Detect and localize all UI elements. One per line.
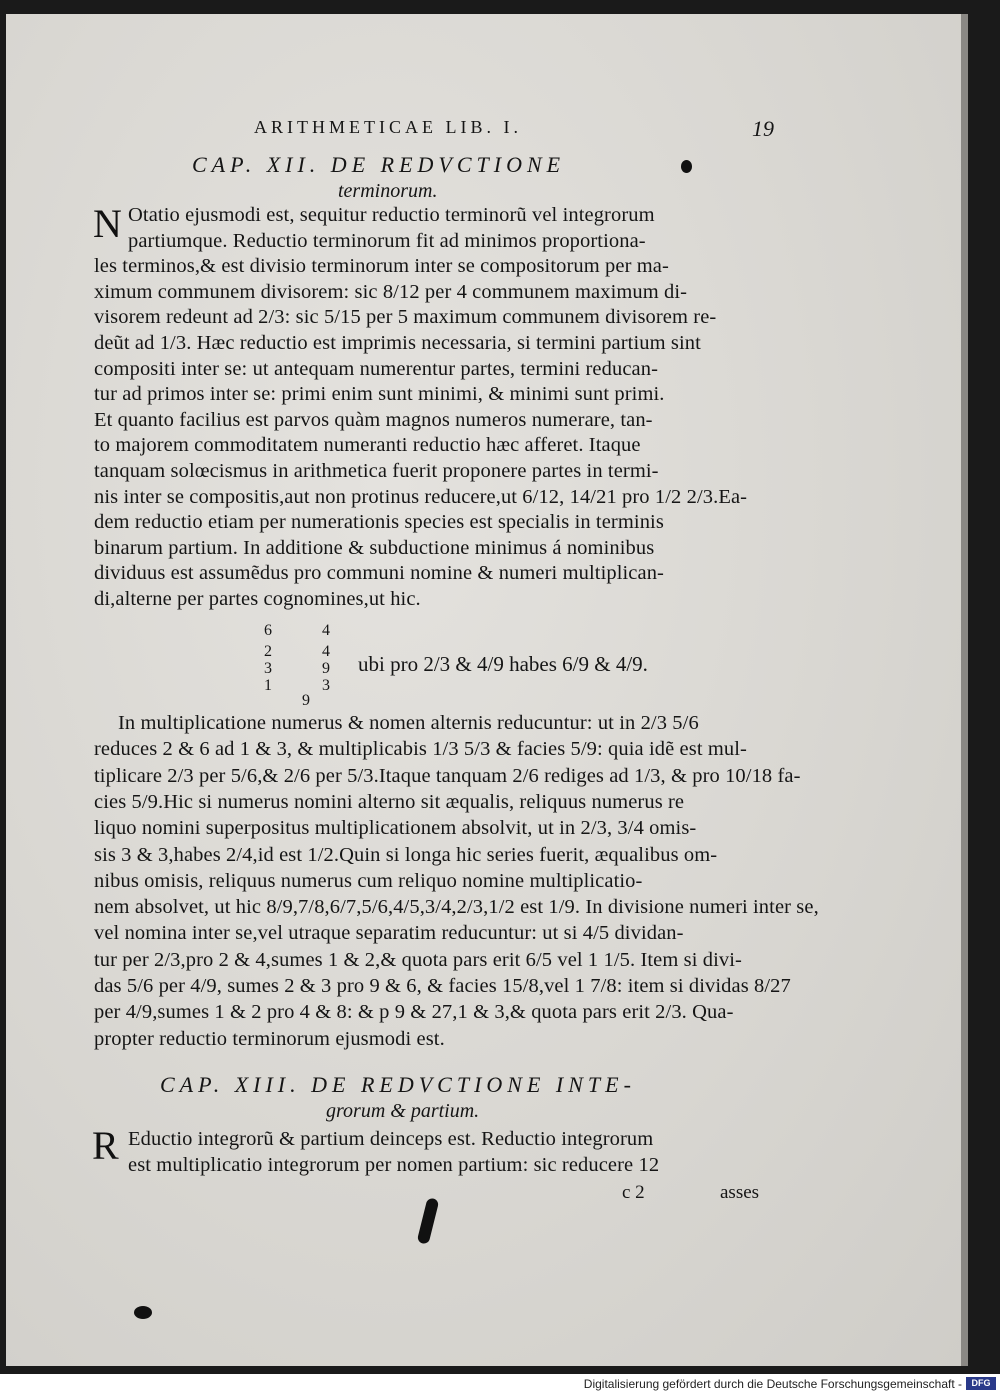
text-line: Otatio ejusmodi est, sequitur reductio terminorũ vel integrorum	[128, 204, 655, 226]
example-value: 3	[264, 660, 272, 677]
dfg-logo: DFG	[966, 1377, 996, 1390]
text-line: dividuus est assumẽdus pro communi nomine & numeri multiplican-	[94, 562, 664, 585]
ink-blot	[134, 1306, 152, 1319]
text-line: partiumque. Reductio terminorum fit ad minimos proportiona-	[128, 229, 646, 252]
example-value: 2	[264, 643, 272, 660]
text-line: compositi inter se: ut antequam numerentur partes, termini reducan-	[94, 357, 659, 380]
text-line: liquo nomini superpositus multiplicationem absolvit, ut in 2/3, 3/4 omis-	[94, 817, 697, 840]
text-line: to majorem commoditatem numeranti reductio hæc afferet. Itaque	[94, 434, 641, 457]
chapter-13-title: CAP. XIII. DE REDVCTIONE INTE-	[160, 1072, 636, 1097]
footer-credit: Digitalisierung gefördert durch die Deutsche Forschungsgemeinschaft -	[583, 1377, 962, 1391]
example-value: 4	[322, 643, 330, 660]
text-line: Eductio integrorũ & partium deinceps est. Reductio integrorum	[128, 1128, 654, 1150]
text-line: binarum partium. In additione & subductione minimus á nominibus	[94, 536, 655, 559]
text-line: cies 5/9.Hic si numerus nomini alterno sit æqualis, reliquus numerus re	[94, 790, 685, 813]
example-value: 6	[264, 622, 272, 639]
example-common-denominator: 9	[302, 692, 310, 709]
fraction-example	[258, 622, 678, 712]
text-line: di,alterne per partes cognomines,ut hic.	[94, 588, 421, 610]
text-line: per 4/9,sumes 1 & 2 pro 4 & 8: & p 9 & 27,1 & 3,& quota pars erit 2/3. Qua-	[94, 1001, 734, 1024]
example-column-1	[258, 622, 278, 694]
ink-dot	[681, 160, 692, 173]
example-column-2	[316, 622, 336, 694]
example-value: 3	[322, 677, 330, 694]
drop-initial-n: N	[93, 201, 122, 246]
text-line: Et quanto facilius est parvos quàm magnos numeros numerare, tan-	[94, 408, 653, 431]
text-line: visorem redeunt ad 2/3: sic 5/15 per 5 maximum communem divisorem re-	[94, 306, 717, 329]
text-line: nis inter se compositis,aut non protinus reducere,ut 6/12, 14/21 pro 1/2 2/3.Ea-	[94, 485, 748, 508]
text-line: tanquam solœcismus in arithmetica fuerit proponere partes in termi-	[94, 460, 659, 482]
text-line: tur per 2/3,pro 2 & 4,sumes 1 & 2,& quota pars erit 6/5 vel 1 1/5. Item si divi-	[94, 948, 742, 971]
drop-initial-r: R	[92, 1123, 119, 1168]
page-edge	[961, 14, 968, 1366]
text-line: nibus omisis, reliquus numerus cum reliquo nomine multiplicatio-	[94, 869, 643, 892]
text-line: ximum communem divisorem: sic 8/12 per 4 communem maximum di-	[94, 280, 688, 303]
text-line: est multiplicatio integrorum per nomen partium: sic reducere 12	[128, 1153, 660, 1176]
text-line: dem reductio etiam per numerationis species est specialis in terminis	[94, 511, 664, 534]
chapter-12-subtitle: terminorum.	[338, 180, 438, 202]
signature-mark: c 2	[622, 1182, 645, 1203]
text-line: In multiplicatione numerus & nomen alternis reducuntur: ut in 2/3 5/6	[118, 712, 699, 734]
running-head: ARITHMETICAE LIB. I.	[254, 117, 522, 137]
text-line: deũt ad 1/3. Hæc reductio est imprimis necessaria, si termini partium sint	[94, 332, 701, 354]
text-line: tiplicare 2/3 per 5/6,& 2/6 per 5/3.Itaque tanquam 2/6 rediges ad 1/3, & pro 10/18 fa-	[94, 764, 801, 787]
text-line: nem absolvet, ut hic 8/9,7/8,6/7,5/6,4/5,3/4,2/3,1/2 est 1/9. In divisione numeri inter se,	[94, 896, 819, 919]
folio-number: 19	[752, 116, 774, 141]
example-formula: ubi pro 2/3 & 4/9 habes 6/9 & 4/9.	[358, 652, 648, 676]
text-line: sis 3 & 3,habes 2/4,id est 1/2.Quin si longa hic series fuerit, æqualibus om-	[94, 843, 718, 866]
text-line: propter reductio terminorum ejusmodi est.	[94, 1027, 445, 1050]
text-line: das 5/6 per 4/9, sumes 2 & 3 pro 9 & 6, & facies 15/8,vel 1 7/8: item si dividas 8/27	[94, 975, 791, 997]
chapter-12-title: CAP. XII. DE REDVCTIONE	[192, 152, 566, 177]
example-value: 9	[322, 660, 330, 677]
text-line: les terminos,& est divisio terminorum inter se compositorum per ma-	[94, 255, 669, 278]
text-line: reduces 2 & 6 ad 1 & 3, & multiplicabis 1/3 5/3 & facies 5/9: quia idẽ est mul-	[94, 738, 747, 761]
chapter-13-subtitle: grorum & partium.	[326, 1100, 480, 1122]
example-value: 1	[264, 677, 272, 694]
text-line: vel nomina inter se,vel utraque separatim reducuntur: ut si 4/5 dividan-	[94, 922, 684, 945]
text-line: tur ad primos inter se: primi enim sunt minimi, & minimi sunt primi.	[94, 383, 665, 406]
catchword: asses	[720, 1182, 760, 1203]
footer-bar	[0, 1374, 1000, 1395]
example-value: 4	[322, 622, 330, 639]
